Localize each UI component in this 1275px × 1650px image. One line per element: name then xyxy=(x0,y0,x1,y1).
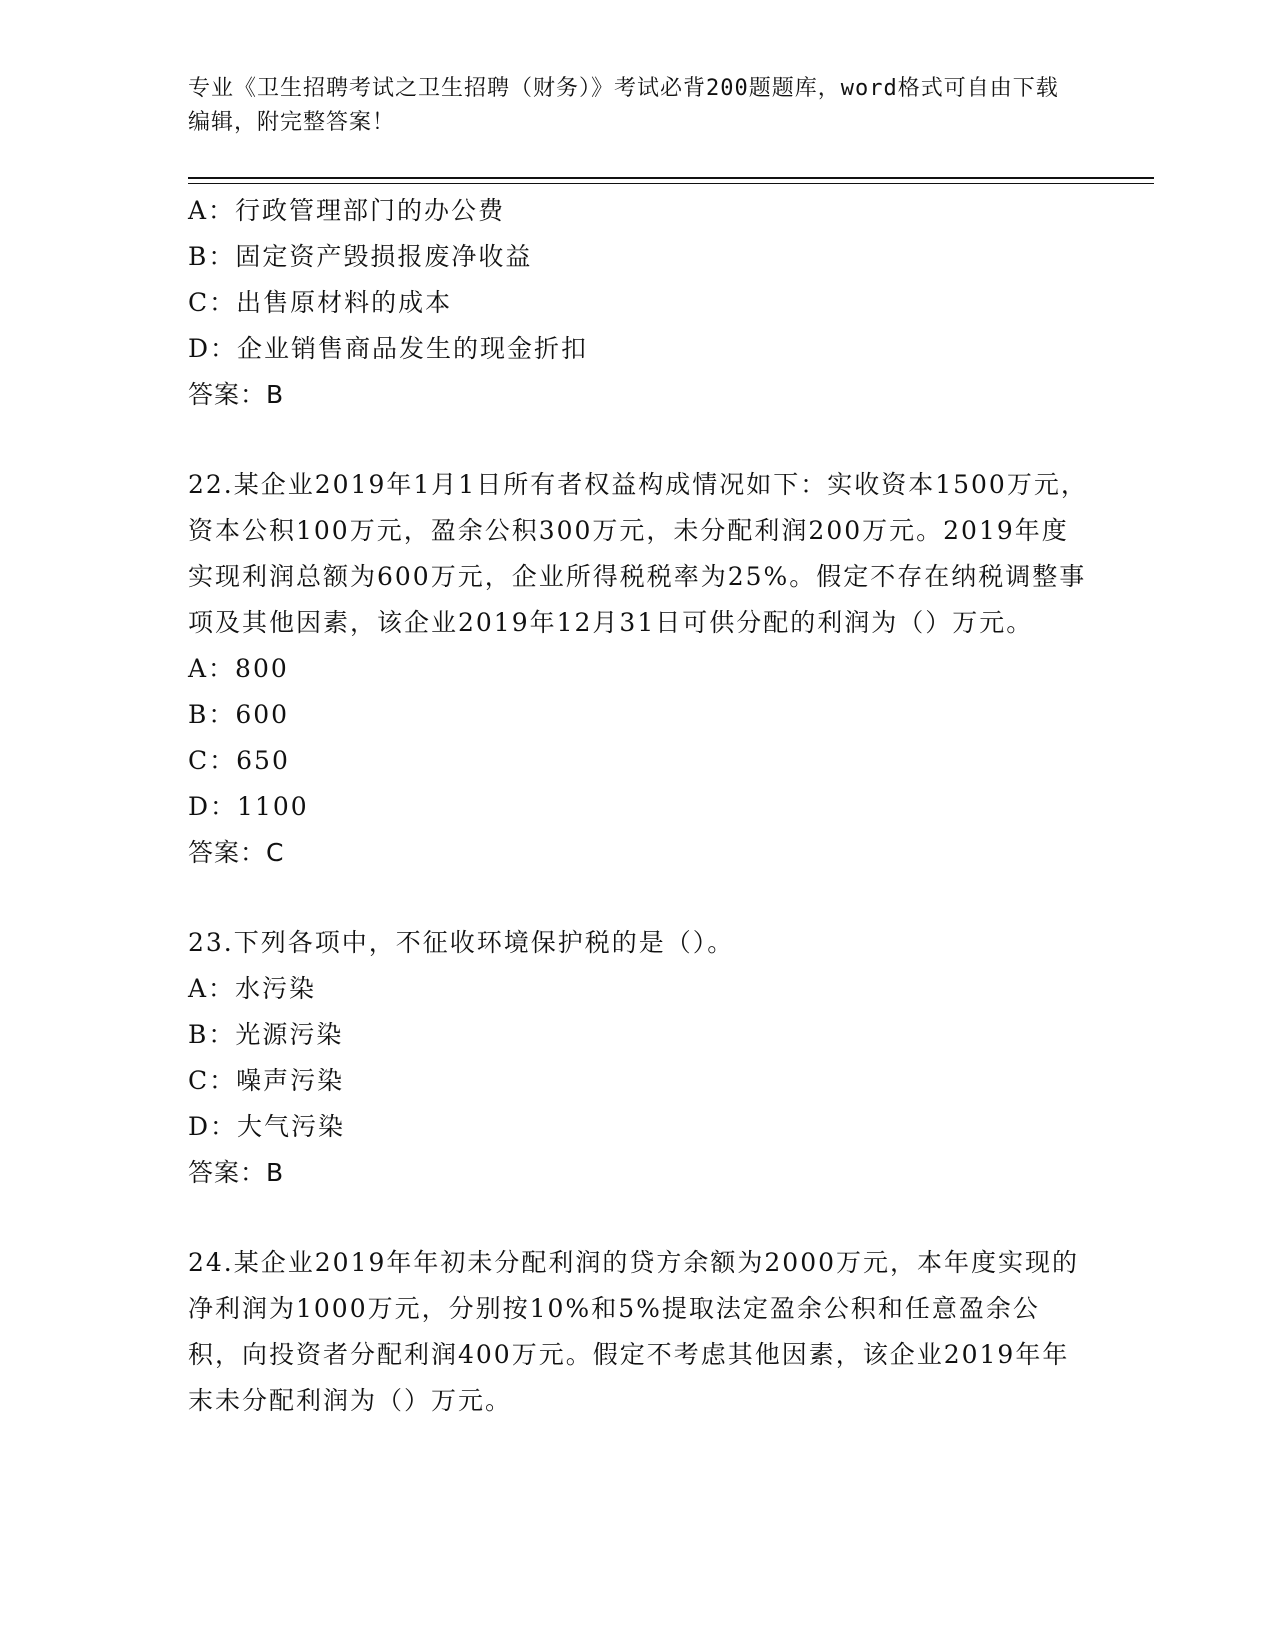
option-b: B：光源污染 xyxy=(188,1020,344,1049)
question-content xyxy=(188,188,1088,1424)
header-divider-thin xyxy=(188,183,1154,184)
option-c: C：出售原材料的成本 xyxy=(188,288,453,317)
spacer xyxy=(188,418,1088,462)
option-c: C：650 xyxy=(188,746,290,775)
option-a: A：行政管理部门的办公费 xyxy=(188,196,506,225)
question-24-text: 24.某企业2019年年初未分配利润的贷方余额为2000万元，本年度实现的净利润为1000万元，分别按10%和5%提取法定盈余公积和任意盈余公积，向投资者分配利润400万元。假定不考虑其他因素，该企业2019年年末未分配利润为（）万元。 xyxy=(188,1248,1080,1415)
question-22-block xyxy=(188,462,1088,876)
answer-line: 答案：C xyxy=(188,838,285,867)
previous-question-block xyxy=(188,188,1088,418)
option-a: A：800 xyxy=(188,654,289,683)
answer-line: 答案：B xyxy=(188,380,285,409)
question-22-text: 22.某企业2019年1月1日所有者权益构成情况如下：实收资本1500万元，资本公积100万元，盈余公积300万元，未分配利润200万元。2019年度实现利润总额为600万元，企业所得税税率为25%。假定不存在纳税调整事项及其他因素，该企业2019年12月31日可供分配的利润为（）万元。 xyxy=(188,470,1088,637)
option-b: B：600 xyxy=(188,700,290,729)
document-intro: 专业《卫生招聘考试之卫生招聘（财务）》考试必背200题题库，word格式可自由下载编辑，附完整答案！ xyxy=(188,76,1059,135)
spacer xyxy=(188,876,1088,920)
header-divider xyxy=(188,177,1154,179)
option-d: D：1100 xyxy=(188,792,309,821)
question-23-text: 23.下列各项中，不征收环境保护税的是（）。 xyxy=(188,928,735,957)
option-b: B：固定资产毁损报废净收益 xyxy=(188,242,533,271)
spacer xyxy=(188,1196,1088,1240)
option-d: D：大气污染 xyxy=(188,1112,346,1141)
question-24-block xyxy=(188,1240,1088,1424)
option-d: D：企业销售商品发生的现金折扣 xyxy=(188,334,589,363)
answer-line: 答案：B xyxy=(188,1158,285,1187)
option-c: C：噪声污染 xyxy=(188,1066,345,1095)
option-a: A：水污染 xyxy=(188,974,317,1003)
question-23-block xyxy=(188,920,1088,1196)
